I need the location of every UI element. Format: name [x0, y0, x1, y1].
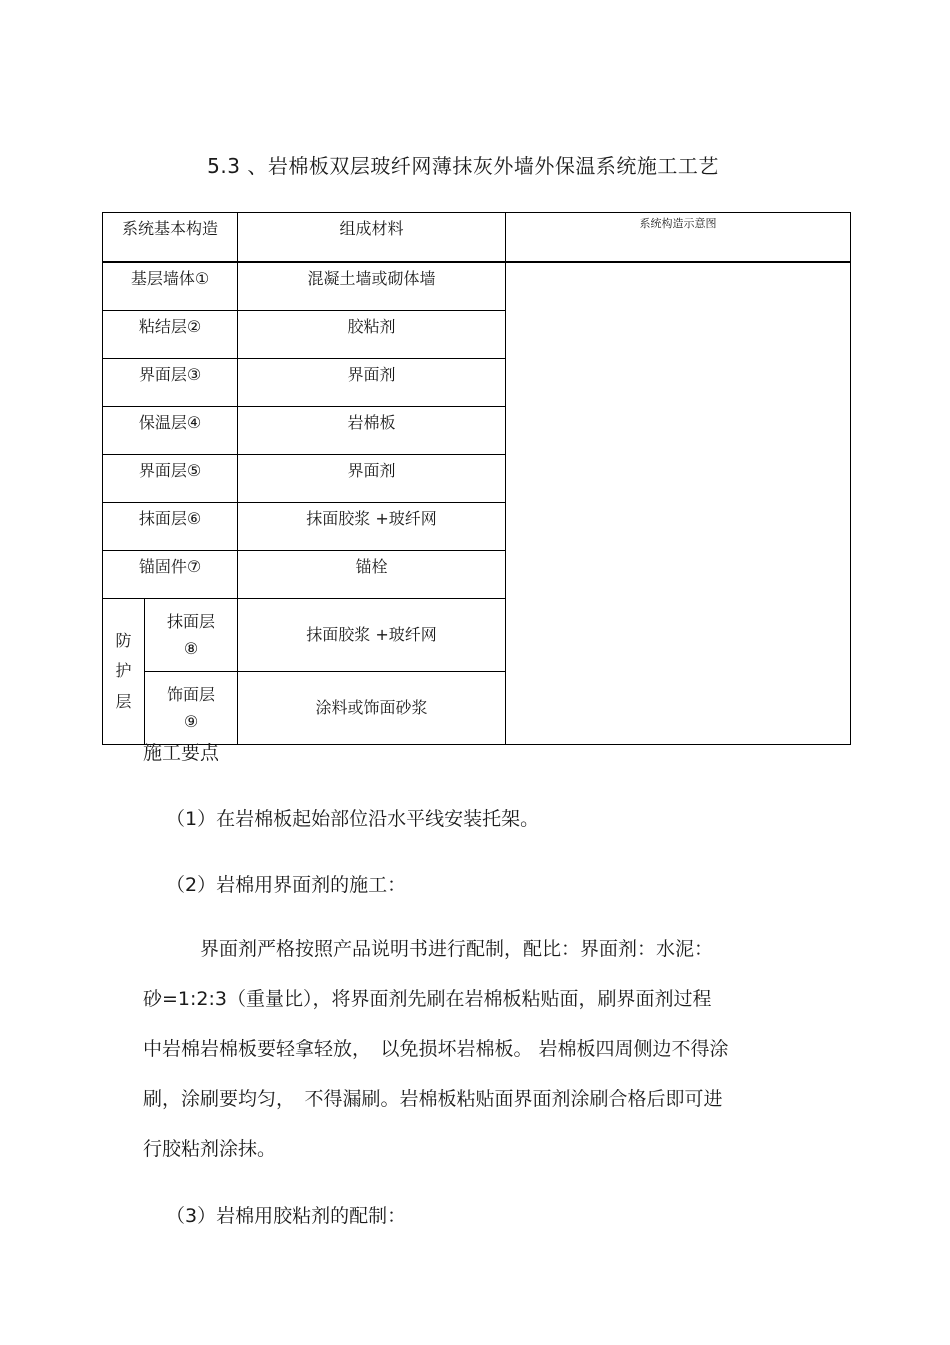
layer-cell: 粘结层②	[103, 311, 238, 359]
material-cell: 岩棉板	[238, 407, 506, 455]
material-cell: 界面剂	[238, 359, 506, 407]
step-2: （2）岩棉用界面剂的施工：	[166, 874, 407, 896]
header-material: 组成材料	[238, 213, 506, 263]
material-cell: 抹面胶浆 +玻纤网	[238, 599, 506, 672]
layer-number: ⑨	[183, 712, 199, 731]
step-1: （1）在岩棉板起始部位沿水平线安装托架。	[166, 808, 540, 830]
group-char: 层	[115, 691, 132, 711]
layer-cell: 抹面层⑥	[103, 503, 238, 551]
layer-cell: 基层墙体①	[103, 262, 238, 311]
layer-name: 抹面层	[167, 611, 216, 631]
material-cell: 胶粘剂	[238, 311, 506, 359]
layer-cell: 保温层④	[103, 407, 238, 455]
material-cell: 锚栓	[238, 551, 506, 599]
layer-cell: 界面层⑤	[103, 455, 238, 503]
group-char: 防	[115, 630, 132, 650]
material-cell: 涂料或饰面砂浆	[238, 672, 506, 745]
system-structure-table	[102, 212, 851, 745]
material-cell: 界面剂	[238, 455, 506, 503]
table-header-row	[103, 213, 851, 263]
layer-cell	[145, 672, 238, 745]
material-cell: 抹面胶浆 +玻纤网	[238, 503, 506, 551]
protective-layer-group	[103, 599, 145, 745]
paragraph-line: 刷，涂刷要均匀， 不得漏刷。岩棉板粘贴面界面剂涂刷合格后即可进	[143, 1088, 723, 1110]
layer-cell: 界面层③	[103, 359, 238, 407]
header-structure: 系统基本构造	[103, 213, 238, 263]
group-char: 护	[115, 661, 132, 681]
paragraph-line: 砂=1:2:3（重量比），将界面剂先刷在岩棉板粘贴面，刷界面剂过程	[143, 988, 712, 1010]
header-diagram: 系统构造示意图	[506, 213, 851, 263]
layer-cell	[145, 599, 238, 672]
paragraph-line: 界面剂严格按照产品说明书进行配制，配比：界面剂：水泥：	[200, 938, 714, 960]
diagram-area	[506, 262, 851, 745]
paragraph-line: 中岩棉岩棉板要轻拿轻放， 以免损坏岩棉板。 岩棉板四周侧边不得涂	[143, 1038, 729, 1060]
material-cell: 混凝土墙或砌体墙	[238, 262, 506, 311]
layer-name: 饰面层	[167, 684, 216, 704]
layer-cell: 锚固件⑦	[103, 551, 238, 599]
layer-number: ⑧	[183, 639, 199, 658]
section-title: 5.3 、岩棉板双层玻纤网薄抹灰外墙外保温系统施工工艺	[207, 154, 719, 178]
paragraph-line: 行胶粘剂涂抹。	[143, 1138, 277, 1160]
table-row	[103, 262, 851, 311]
step-3: （3）岩棉用胶粘剂的配制：	[166, 1205, 407, 1227]
section-heading: 施工要点	[143, 742, 220, 764]
